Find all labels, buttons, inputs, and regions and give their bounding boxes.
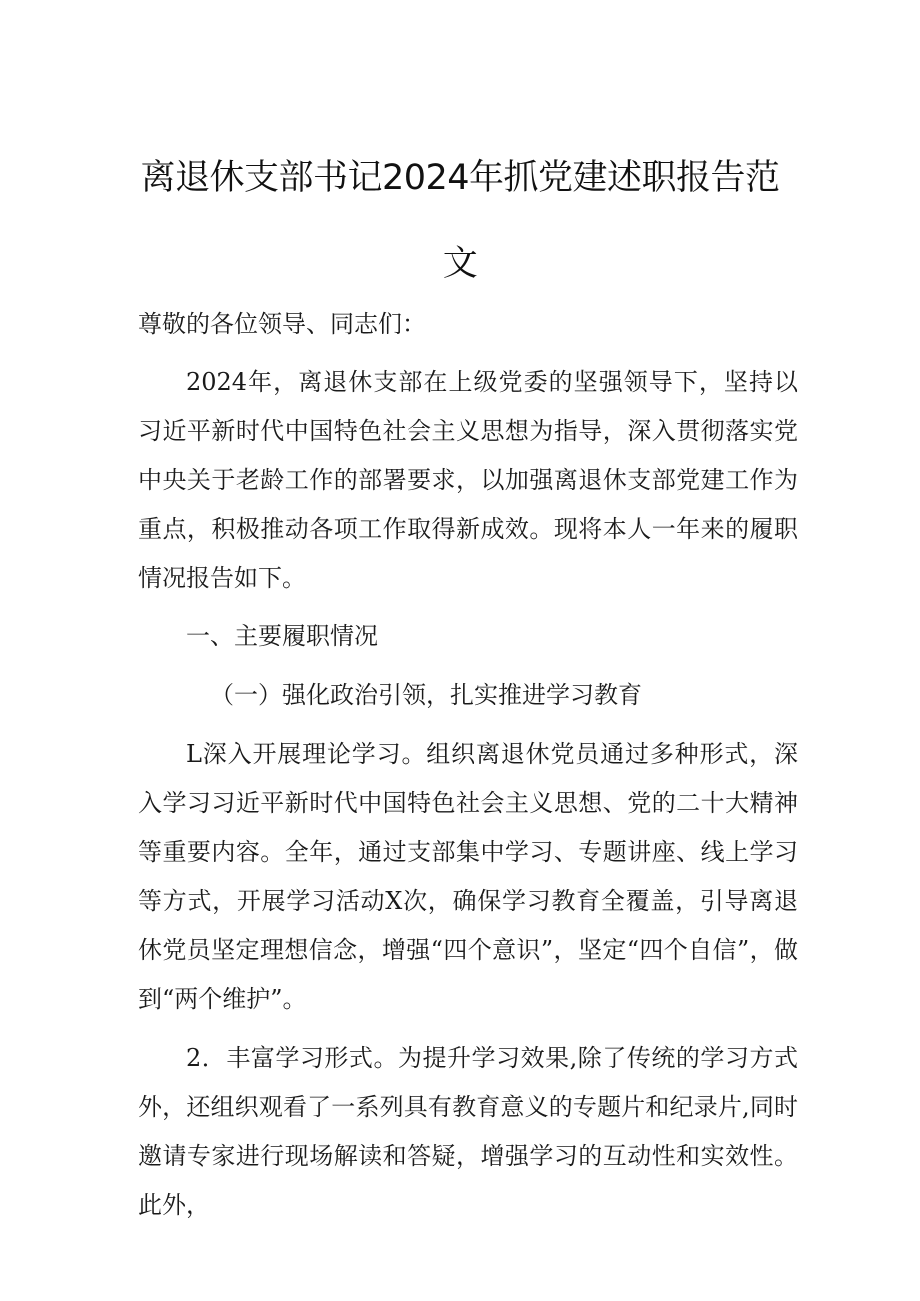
document-title-line-2: 文	[442, 244, 478, 284]
salutation: 尊敬的各位领导、同志们：	[138, 310, 426, 338]
document-title-line-1: 离退休支部书记2024年抓党建述职报告范	[140, 158, 780, 198]
item-2-paragraph: 2．丰富学习形式。为提升学习效果,除了传统的学习方式外，还组织观看了一系列具有教育意义的专题片和纪录片,同时邀请专家进行现场解读和答疑，增强学习的互动性和实效性。此外，	[138, 1044, 798, 1219]
intro-paragraph: 2024年，离退休支部在上级党委的坚强领导下，坚持以习近平新时代中国特色社会主义思想为指导，深入贯彻落实党中央关于老龄工作的部署要求，以加强离退休支部党建工作为重点，积极推动各项工作取得新成效。现将本人一年来的履职情况报告如下。	[138, 368, 798, 592]
section-heading: 一、主要履职情况	[186, 622, 378, 650]
item-1-paragraph: L深入开展理论学习。组织离退休党员通过多种形式，深入学习习近平新时代中国特色社会主义思想、党的二十大精神等重要内容。全年，通过支部集中学习、专题讲座、线上学习等方式，开展学习活动X次，确保学习教育全覆盖，引导离退休党员坚定理想信念，增强“四个意识”，坚定“四个自信”，做到“两个维护”。	[138, 740, 798, 1013]
subsection-heading: （一）强化政治引领，扎实推进学习教育	[210, 681, 642, 709]
